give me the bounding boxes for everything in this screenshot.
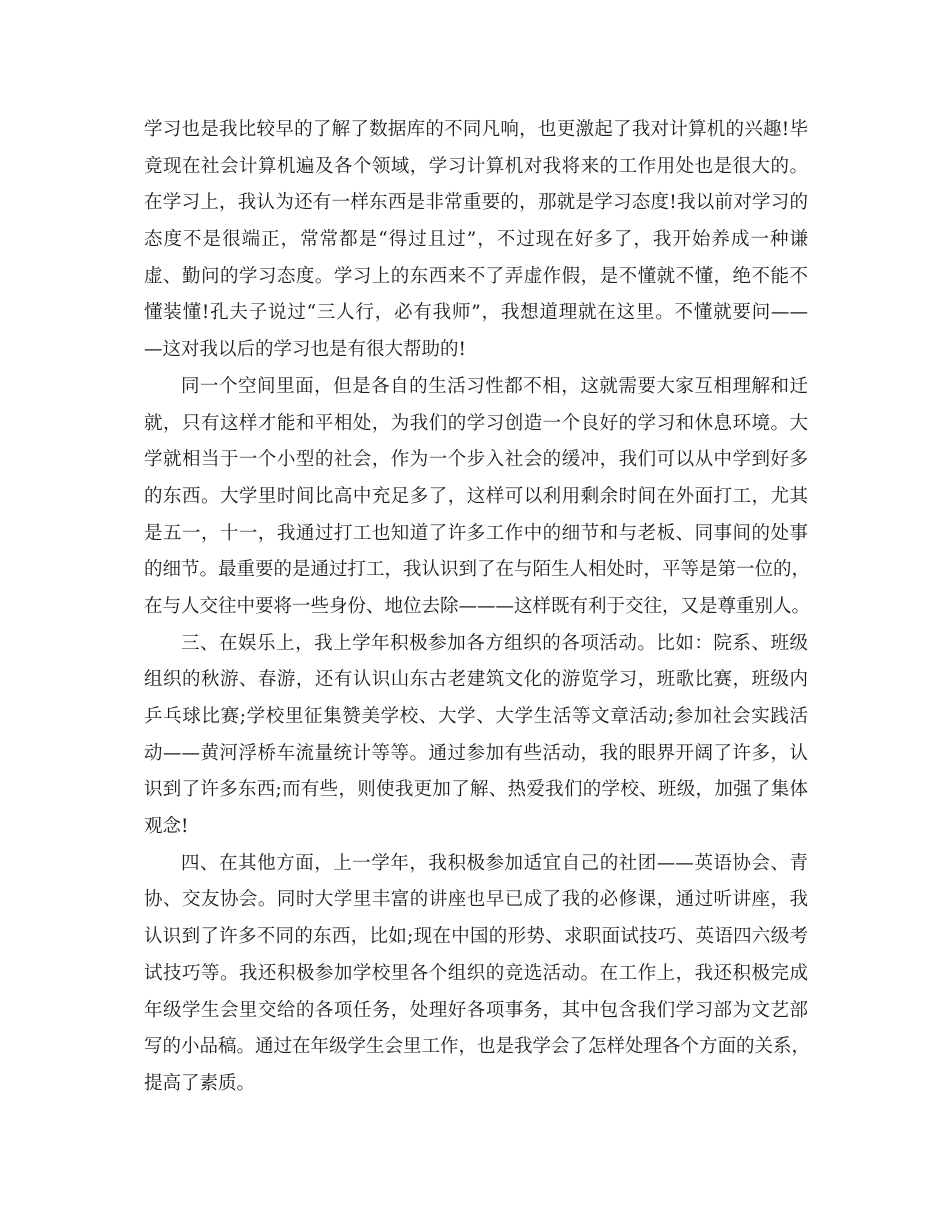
paragraph-4 bbox=[144, 846, 811, 1103]
paragraph-line: 试技巧等。我还积极参加学校里各个组织的竞选活动。在工作上，我还积极完成 bbox=[144, 962, 808, 984]
document-body bbox=[144, 112, 811, 1103]
paragraph-1 bbox=[144, 112, 808, 369]
paragraph-line: 动——黄河浮桥车流量统计等等。通过参加有些活动，我的眼界开阔了许多，认 bbox=[144, 742, 808, 764]
paragraph-line: 学习也是我比较早的了解了数据库的不同凡响，也更激起了我对计算机的兴趣!毕 bbox=[144, 119, 809, 140]
paragraph-line: 观念! bbox=[144, 816, 189, 838]
paragraph-line: 写的小品稿。通过在年级学生会里工作，也是我学会了怎样处理各个方面的关系， bbox=[144, 1036, 811, 1058]
paragraph-2 bbox=[144, 369, 811, 626]
paragraph-line: 在学习上，我认为还有一样东西是非常重要的，那就是学习态度!我以前对学习的 bbox=[144, 192, 808, 214]
paragraph-line: 乒乓球比赛;学校里征集赞美学校、大学、大学生活等文章活动;参加社会实践活 bbox=[144, 706, 808, 727]
paragraph-line: 学就相当于一个小型的社会，作为一个步入社会的缓冲，我们可以从中学到好多 bbox=[144, 449, 808, 471]
paragraph-line: 态度不是很端正，常常都是“得过且过”，不过现在好多了，我开始养成一种谦 bbox=[144, 229, 808, 251]
paragraph-line: 的东西。大学里时间比高中充足多了，这样可以利用剩余时间在外面打工，尤其 bbox=[144, 485, 808, 507]
paragraph-line: —这对我以后的学习也是有很大帮助的! bbox=[144, 339, 466, 361]
paragraph-line: 协、交友协会。同时大学里丰富的讲座也早已成了我的必修课，通过听讲座，我 bbox=[144, 889, 808, 911]
paragraph-line: 同一个空间里面，但是各自的生活习性都不相，这就需要大家互相理解和迁 bbox=[181, 375, 808, 397]
paragraph-line: 懂装懂!孔夫子说过“三人行，必有我师”，我想道理就在这里。不懂就要问—— bbox=[144, 302, 808, 324]
paragraph-3 bbox=[144, 626, 808, 846]
paragraph-line: 是五一，十一，我通过打工也知道了许多工作中的细节和与老板、同事间的处事 bbox=[144, 522, 808, 544]
paragraph-line: 四、在其他方面，上一学年，我积极参加适宜自己的社团——英语协会、青 bbox=[181, 852, 808, 874]
paragraph-line: 年级学生会里交给的各项任务，处理好各项事务，其中包含我们学习部为文艺部 bbox=[144, 999, 808, 1021]
paragraph-line: 在与人交往中要将一些身份、地位去除———这样既有利于交往，又是尊重别人。 bbox=[144, 595, 811, 617]
paragraph-line: 组织的秋游、春游，还有认识山东古老建筑文化的游览学习，班歌比赛，班级内 bbox=[144, 669, 808, 691]
paragraph-line: 提高了素质。 bbox=[144, 1072, 256, 1094]
paragraph-line: 就，只有这样才能和平相处，为我们的学习创造一个良好的学习和休息环境。大 bbox=[144, 412, 808, 434]
paragraph-line: 竟现在社会计算机遍及各个领域，学习计算机对我将来的工作用处也是很大的。 bbox=[144, 155, 808, 177]
paragraph-line: 认识到了许多不同的东西，比如;现在中国的形势、求职面试技巧、英语四六级考 bbox=[144, 926, 808, 948]
paragraph-line: 的细节。最重要的是通过打工，我认识到了在与陌生人相处时，平等是第一位的， bbox=[144, 559, 811, 581]
paragraph-line: 识到了许多东西;而有些，则使我更加了解、热爱我们的学校、班级，加强了集体 bbox=[144, 779, 808, 801]
paragraph-line: 三、在娱乐上，我上学年积极参加各方组织的各项活动。比如：院系、班级 bbox=[181, 632, 808, 654]
paragraph-line: 虚、勤问的学习态度。学习上的东西来不了弄虚作假，是不懂就不懂，绝不能不 bbox=[144, 265, 808, 287]
